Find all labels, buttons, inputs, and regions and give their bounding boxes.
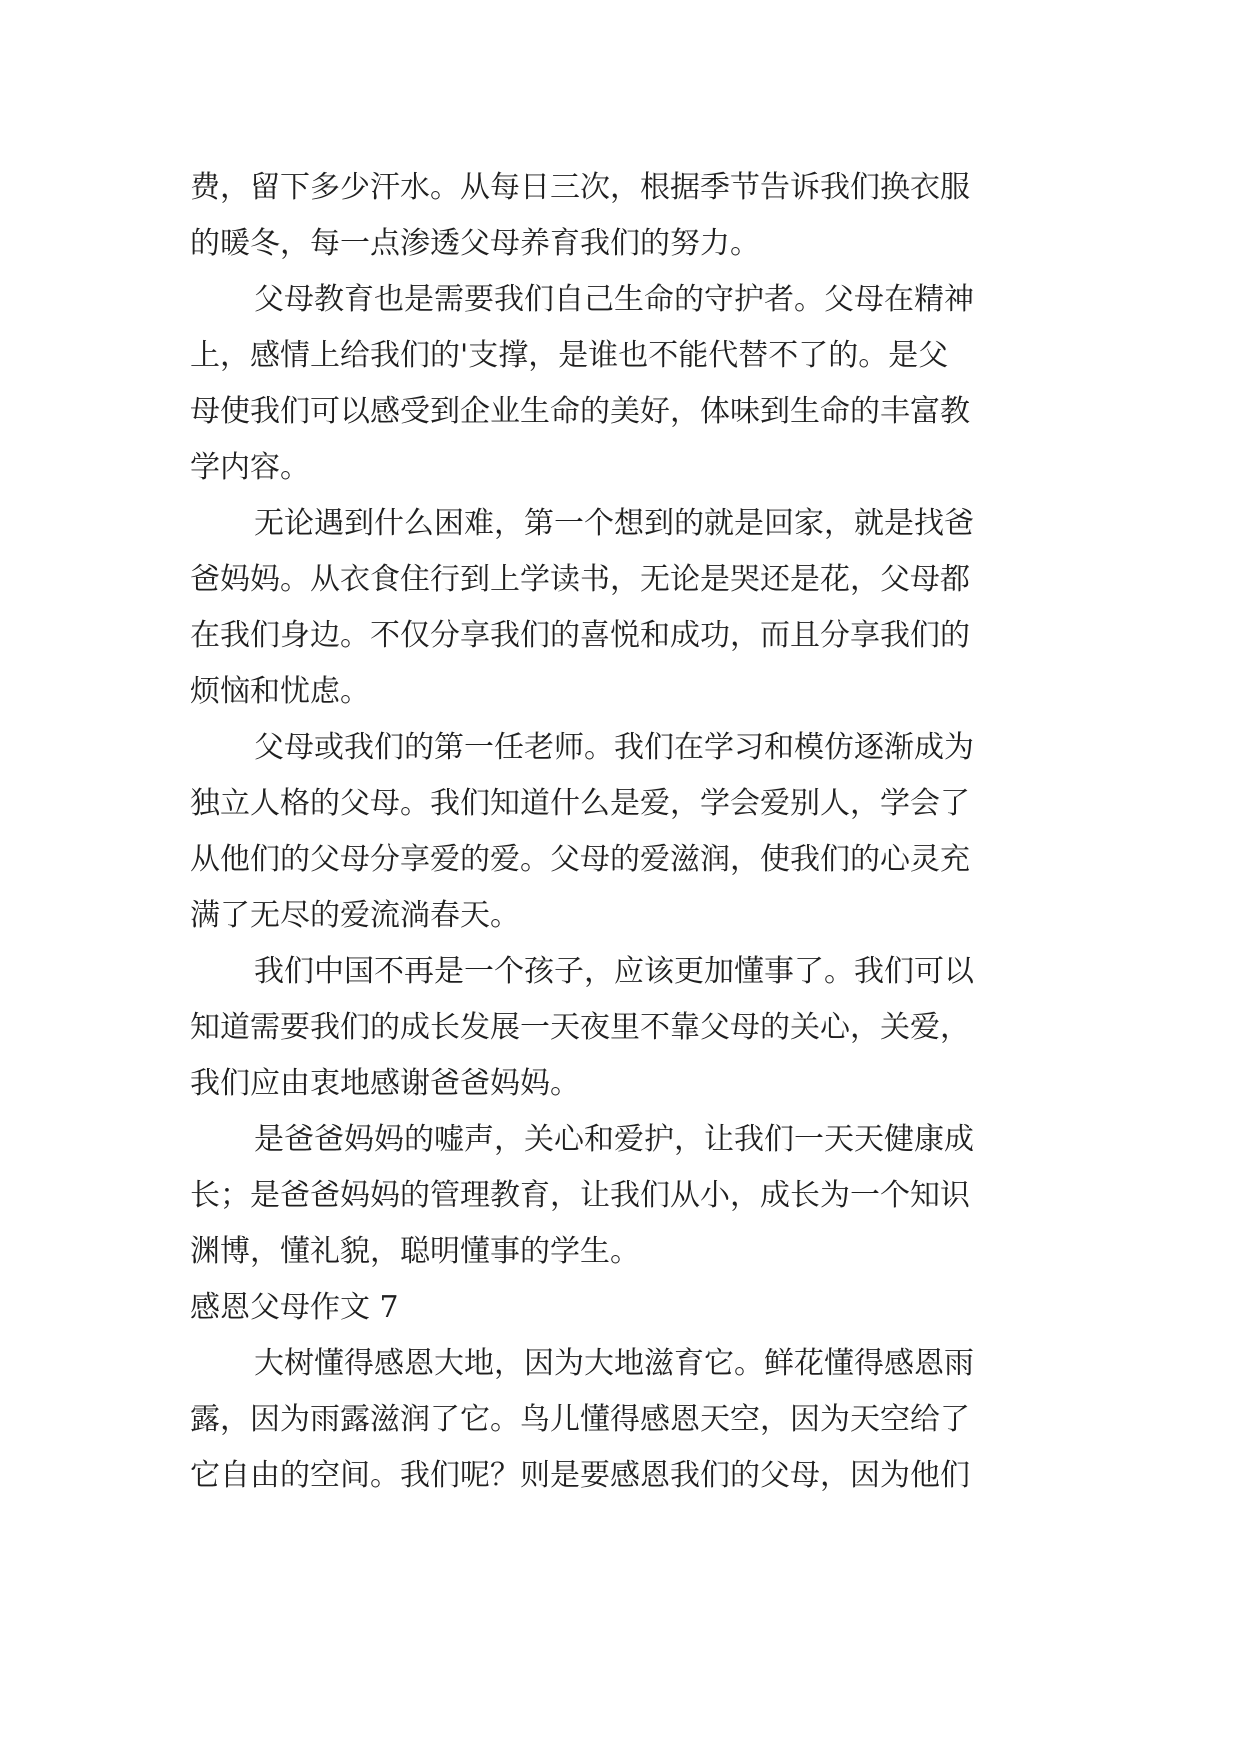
- paragraph-start-line: 父母或我们的第一任老师。我们在学习和模仿逐渐成为: [254, 730, 974, 765]
- text-line: 上，感情上给我们的'支撑，是谁也不能代替不了的。是父: [190, 338, 949, 373]
- paragraph-start-line: 我们中国不再是一个孩子，应该更加懂事了。我们可以: [254, 954, 974, 989]
- text-line: 费，留下多少汗水。从每日三次，根据季节告诉我们换衣服: [190, 170, 970, 205]
- text-line: 爸妈妈。从衣食住行到上学读书，无论是哭还是花，父母都: [190, 562, 970, 597]
- text-line: 露，因为雨露滋润了它。鸟儿懂得感恩天空，因为天空给了: [190, 1402, 970, 1437]
- text-line: 母使我们可以感受到企业生命的美好，体味到生命的丰富教: [190, 394, 970, 429]
- text-line: 我们应由衷地感谢爸爸妈妈。: [190, 1066, 580, 1101]
- text-line: 渊博，懂礼貌，聪明懂事的学生。: [190, 1234, 640, 1269]
- text-line: 学内容。: [190, 450, 310, 485]
- paragraph-start-line: 无论遇到什么困难，第一个想到的就是回家，就是找爸: [254, 506, 974, 541]
- text-line: 从他们的父母分享爱的爱。父母的爱滋润，使我们的心灵充: [190, 842, 970, 877]
- text-line: 独立人格的父母。我们知道什么是爱，学会爱别人，学会了: [190, 786, 970, 821]
- document-body: [190, 160, 1050, 1504]
- text-line: 知道需要我们的成长发展一天夜里不靠父母的关心，关爱，: [190, 1010, 970, 1045]
- paragraph-start-line: 父母教育也是需要我们自己生命的守护者。父母在精神: [254, 282, 974, 317]
- text-line: 烦恼和忧虑。: [190, 674, 370, 709]
- section-heading: 感恩父母作文 7: [190, 1290, 399, 1325]
- paragraph-start-line: 是爸爸妈妈的嘘声，关心和爱护，让我们一天天健康成: [254, 1122, 974, 1157]
- text-line: 它自由的空间。我们呢？则是要感恩我们的父母，因为他们: [190, 1458, 970, 1493]
- paragraph-start-line: 大树懂得感恩大地，因为大地滋育它。鲜花懂得感恩雨: [254, 1346, 974, 1381]
- text-line: 的暖冬，每一点渗透父母养育我们的努力。: [190, 226, 760, 261]
- text-line: 在我们身边。不仅分享我们的喜悦和成功，而且分享我们的: [190, 618, 970, 653]
- text-line: 长；是爸爸妈妈的管理教育，让我们从小，成长为一个知识: [190, 1178, 970, 1213]
- text-line: 满了无尽的爱流淌春天。: [190, 898, 520, 933]
